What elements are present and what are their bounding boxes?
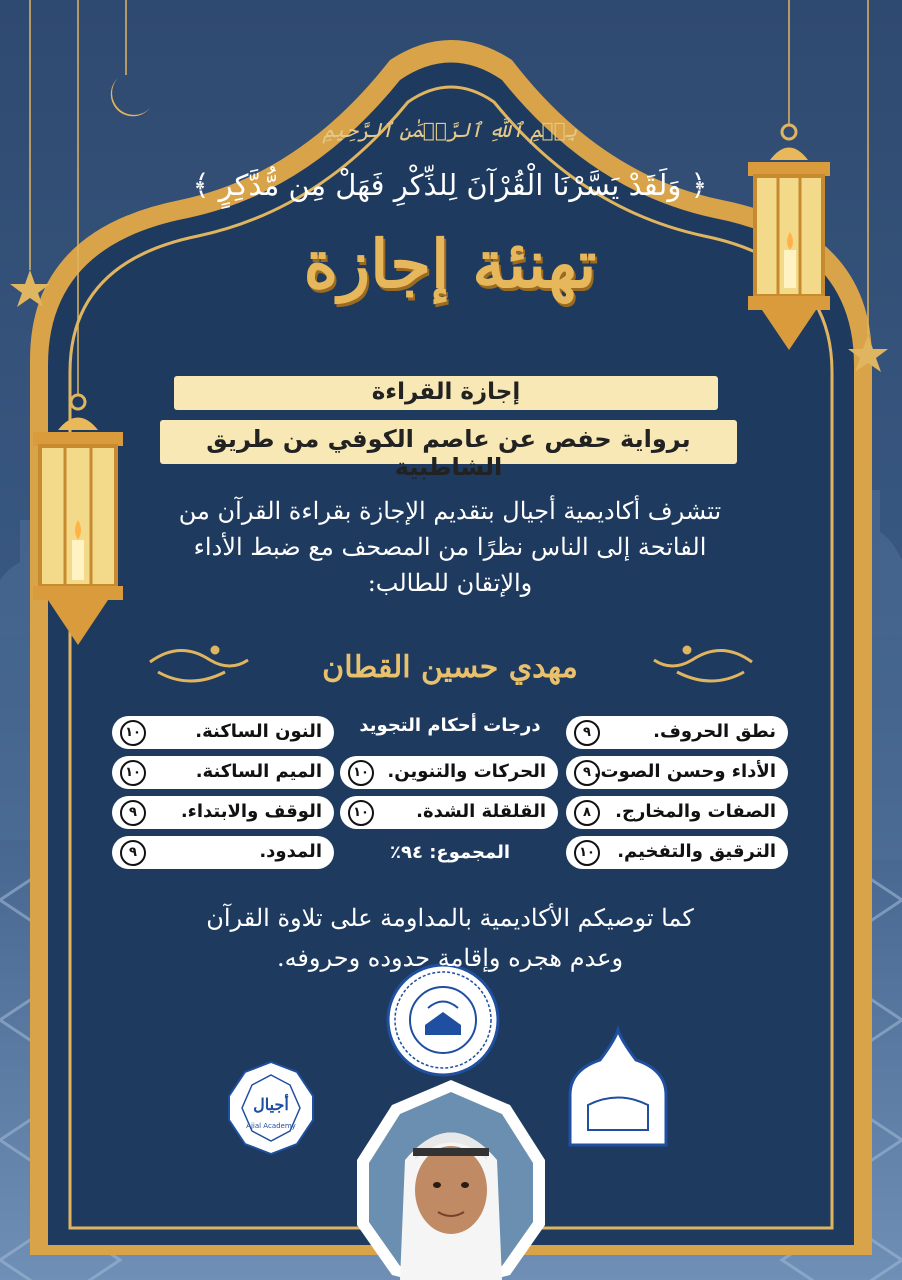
grade-score: ٨ [574, 800, 600, 826]
closing-line: وعدم هجره وإقامة حدوده وحروفه. [276, 944, 624, 972]
grade-label: الميم الساكنة. [195, 761, 322, 782]
grade-item [566, 836, 788, 869]
grade-label: النون الساكنة. [195, 721, 322, 742]
grade-label: القلقلة الشدة. [416, 801, 546, 822]
closing-paragraph [150, 898, 750, 978]
grade-label: الترقيق والتفخيم. [617, 841, 776, 862]
closing-line: كما توصيكم الأكاديمية بالمداومة على تلاوة القرآن [206, 904, 694, 932]
banner-title: إجازة القراءة [371, 379, 521, 405]
intro-line: تتشرف أكاديمية أجيال بتقديم الإجازة بقراءة القرآن من [178, 497, 722, 525]
left-logo-arabic: أجيال [253, 1095, 289, 1114]
quran-verse: ﴿ وَلَقَدْ يَسَّرْنَا الْقُرْآنَ لِلذِّكْرِ فَهَلْ مِن مُّدَّكِرٍ ﴾ [192, 168, 708, 202]
grade-item [566, 716, 788, 749]
grade-label: الصفات والمخارج. [615, 801, 776, 822]
left-logo-caption: Ajial Academy [246, 1122, 296, 1130]
grade-label: الأداء وحسن الصوت. [593, 761, 776, 782]
intro-line: الفاتحة إلى الناس نظرًا من المصحف مع ضبط الأداء [193, 533, 707, 561]
grade-item [112, 756, 334, 789]
basmala: بِسۡمِ ٱللَّهِ ٱلرَّحۡمَٰنِ ٱلرَّحِيمِ [322, 118, 578, 142]
intro-paragraph [150, 493, 750, 601]
grade-item [340, 796, 558, 829]
grade-score: ٩ [574, 720, 600, 746]
grade-score: ٩ [120, 840, 146, 866]
banner-subtitle: برواية حفص عن عاصم الكوفي من طريق الشاطبية [206, 425, 691, 481]
grade-item [112, 716, 334, 749]
grade-item [566, 796, 788, 829]
grade-label: الوقف والابتداء. [180, 801, 322, 822]
student-name: مهدي حسين القطان [322, 650, 578, 685]
grades-title: درجات أحكام التجويد [359, 715, 541, 736]
grade-score: ١٠ [348, 800, 374, 826]
grade-label: المدود. [259, 841, 322, 862]
grade-score: ٩ [120, 800, 146, 826]
grade-score: ١٠ [120, 720, 146, 746]
grade-item [340, 756, 558, 789]
certificate-title: تهنئة إجازة [303, 225, 597, 303]
intro-line: والإتقان للطالب: [367, 569, 533, 597]
grade-item [112, 796, 334, 829]
grade-score: ١٠ [120, 760, 146, 786]
grade-label: نطق الحروف. [653, 721, 776, 742]
grade-score: ١٠ [574, 840, 600, 866]
grades-total: المجموع: ٩٤٪ [389, 842, 511, 863]
grade-label: الحركات والتنوين. [387, 761, 546, 782]
grade-score: ١٠ [348, 760, 374, 786]
grade-score: ٩ [574, 760, 600, 786]
grade-item [112, 836, 334, 869]
grade-item [566, 756, 788, 789]
